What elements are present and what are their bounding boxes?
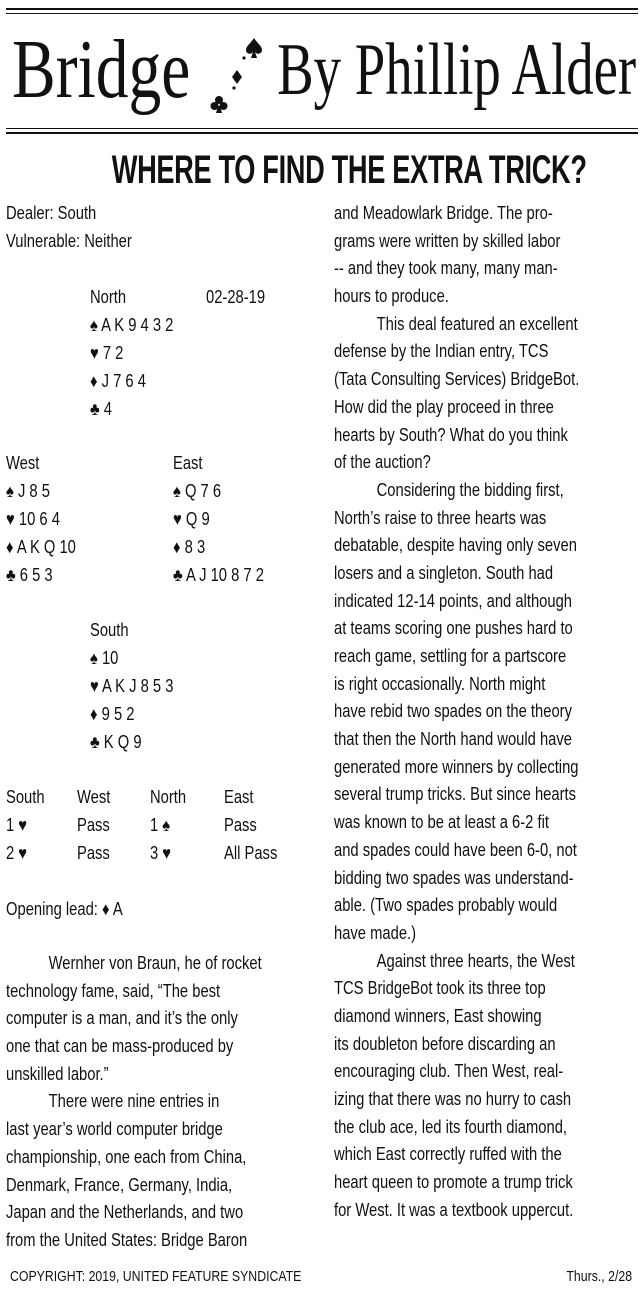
- south-hearts: ♥ A K J 8 5 3: [90, 676, 174, 696]
- article-line: was known to be at least a 6-2 fit: [334, 812, 549, 833]
- article-line: indicated 12-14 points, and although: [334, 590, 572, 611]
- article-line: several trump tricks. But since hearts: [334, 784, 576, 805]
- bottom-rule-thick: [6, 132, 638, 134]
- west-diamonds: ♦ A K Q 10: [6, 537, 76, 557]
- north-hearts: ♥ 7 2: [90, 343, 124, 363]
- spade-icon: [246, 38, 262, 58]
- article-line: from the United States: Bridge Baron: [6, 1229, 248, 1250]
- west-clubs: ♣ 6 5 3: [6, 565, 53, 585]
- article-line: Against three hearts, the West: [376, 950, 575, 971]
- issue-date: Thurs., 2/28: [566, 1268, 632, 1285]
- article-line: North’s raise to three hearts was: [334, 507, 547, 528]
- auction-bid: 3 ♥: [150, 843, 172, 863]
- article-line: Wernher von Braun, he of rocket: [48, 953, 262, 973]
- south-diamonds: ♦ 9 5 2: [90, 704, 135, 724]
- auction-bid: All Pass: [224, 843, 278, 863]
- article-left-column: [6, 950, 316, 1255]
- article-line: that then the North hand would have: [334, 729, 572, 750]
- deal-date: 02-28-19: [206, 287, 266, 307]
- opening-lead: Opening lead: ♦ A: [6, 899, 123, 919]
- article-line: heart queen to promote a trump trick: [334, 1172, 573, 1193]
- article-line: able. (Two spades probably would: [334, 895, 558, 916]
- copyright: COPYRIGHT: 2019, UNITED FEATURE SYNDICATE: [10, 1268, 302, 1285]
- masthead-suits: [204, 30, 274, 120]
- article-line: technology fame, said, “The best: [6, 980, 221, 1001]
- article-line: Japan and the Netherlands, and two: [6, 1202, 244, 1223]
- article-line: championship, one each from China,: [6, 1146, 247, 1167]
- article-line: izing that there was no hurry to cash: [334, 1089, 572, 1109]
- article-line: reach game, settling for a partscore: [334, 646, 567, 666]
- south-spades: ♠ 10: [90, 648, 119, 668]
- article-line: unskilled labor.”: [6, 1063, 109, 1084]
- masthead: [6, 14, 638, 126]
- auction-header-west: West: [77, 787, 111, 807]
- article-line: have rebid two spades on the theory: [334, 701, 572, 722]
- article-line: have made.): [334, 922, 417, 943]
- article-line: There were nine entries in: [48, 1091, 220, 1112]
- masthead-title: Bridge: [12, 23, 191, 116]
- article-line: its doubleton before discarding an: [334, 1033, 556, 1054]
- north-clubs: ♣ 4: [90, 399, 112, 419]
- bottom-rule-thin: [6, 128, 638, 129]
- article-line: debatable, despite having only seven: [334, 535, 577, 556]
- article-line: diamond winners, East showing: [334, 1005, 542, 1026]
- vulnerable: Vulnerable: Neither: [6, 231, 132, 251]
- article-line: which East correctly ruffed with the: [334, 1144, 562, 1165]
- auction-bid: Pass: [77, 843, 110, 863]
- west-hearts: ♥ 10 6 4: [6, 509, 60, 529]
- club-icon: [211, 96, 228, 113]
- auction-bid: 2 ♥: [6, 843, 28, 863]
- east-spades: ♠ Q 7 6: [173, 481, 222, 501]
- dot-ornament: [242, 56, 245, 59]
- north-spades: ♠ A K 9 4 3 2: [90, 315, 174, 335]
- west-label: West: [6, 453, 40, 473]
- article-line: is right occasionally. North might: [334, 673, 546, 694]
- article-line: last year’s world computer bridge: [6, 1119, 223, 1140]
- dealer: Dealer: South: [6, 203, 97, 223]
- west-spades: ♠ J 8 5: [6, 481, 50, 501]
- auction-header-south: South: [6, 787, 45, 807]
- headline: WHERE TO FIND THE EXTRA TRICK?: [111, 148, 587, 192]
- east-hearts: ♥ Q 9: [173, 509, 210, 529]
- article-line: TCS BridgeBot took its three top: [334, 978, 546, 999]
- east-clubs: ♣ A J 10 8 7 2: [173, 565, 264, 585]
- article-line: for West. It was a textbook uppercut.: [334, 1199, 574, 1220]
- article-line: losers and a singleton. South had: [334, 562, 554, 583]
- article-right-column: [334, 200, 640, 1224]
- east-label: East: [173, 453, 203, 473]
- east-diamonds: ♦ 8 3: [173, 537, 206, 557]
- article-line: grams were written by skilled labor: [334, 230, 561, 251]
- masthead-byline: By Phillip Alder: [276, 29, 636, 111]
- article-line: hearts by South? What do you think: [334, 424, 568, 445]
- auction-header-north: North: [150, 787, 187, 807]
- north-label: North: [90, 287, 127, 307]
- auction-bid: Pass: [224, 815, 257, 835]
- article-line: and spades could have been 6-0, not: [334, 839, 577, 860]
- article-line: at teams scoring one pushes hard to: [334, 618, 573, 639]
- article-line: hours to produce.: [334, 286, 449, 307]
- article-line: How did the play proceed in three: [334, 396, 554, 417]
- diamond-icon: [232, 70, 242, 84]
- article-line: the club ace, led its fourth diamond,: [334, 1116, 568, 1137]
- article-line: computer is a man, and it’s the only: [6, 1008, 238, 1029]
- article-line: (Tata Consulting Services) BridgeBot.: [334, 369, 580, 390]
- article-line: generated more winners by collecting: [334, 756, 579, 777]
- dot-ornament: [232, 86, 235, 89]
- auction-bid: 1 ♠: [150, 815, 171, 835]
- auction-bid: Pass: [77, 815, 110, 835]
- article-line: of the auction?: [334, 452, 431, 473]
- article-line: and Meadowlark Bridge. The pro-: [334, 203, 553, 223]
- article-line: Denmark, France, Germany, India,: [6, 1174, 233, 1195]
- article-line: defense by the Indian entry, TCS: [334, 341, 549, 362]
- article-line: bidding two spades was understand-: [334, 867, 574, 888]
- south-clubs: ♣ K Q 9: [90, 732, 142, 752]
- article-line: encouraging club. Then West, real-: [334, 1061, 564, 1082]
- auction-bid: 1 ♥: [6, 815, 28, 835]
- top-rule-thick: [6, 8, 638, 10]
- south-label: South: [90, 620, 129, 640]
- article-line: one that can be mass-produced by: [6, 1036, 234, 1057]
- auction-header-east: East: [224, 787, 254, 807]
- article-line: Considering the bidding first,: [376, 479, 564, 500]
- article-line: -- and they took many, many man-: [334, 258, 558, 279]
- north-diamonds: ♦ J 7 6 4: [90, 371, 146, 391]
- article-line: This deal featured an excellent: [376, 313, 578, 334]
